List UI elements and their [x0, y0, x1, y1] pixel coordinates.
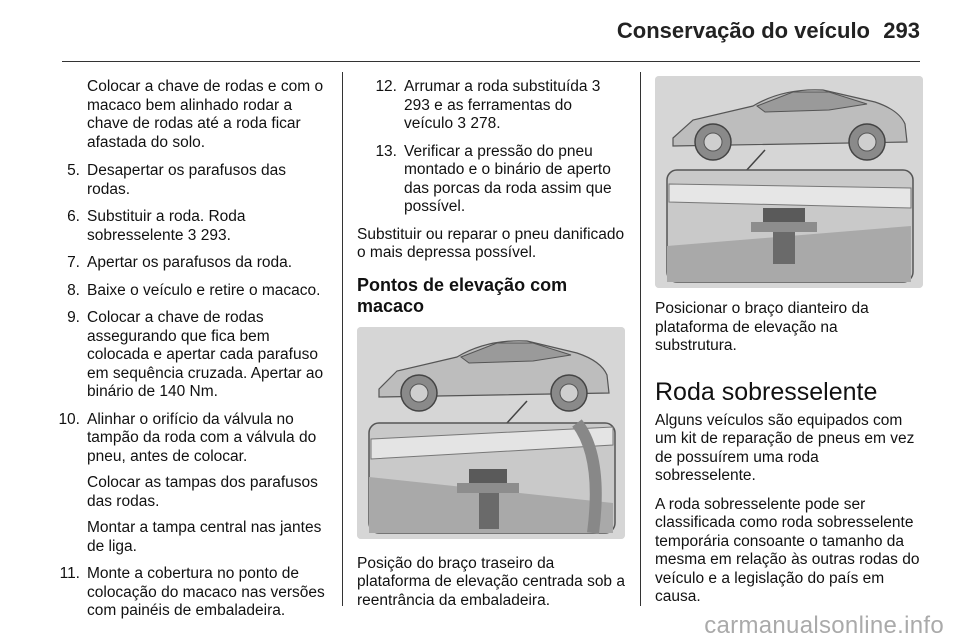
list-item: [40, 254, 330, 273]
step-number: 11.: [59, 565, 80, 582]
rear-lift-caption: Posição do braço traseiro da plataforma de elevação centrada sob a reentrância da embaladeira.: [357, 554, 625, 609]
step-number: 12.: [375, 78, 397, 95]
step-number: 7.: [67, 254, 80, 271]
step-paragraph: Apertar os parafusos da roda.: [87, 254, 293, 271]
page-number: 293: [883, 18, 920, 43]
step-paragraph: Montar a tampa central nas jantes de liga.: [87, 519, 322, 555]
page-header: [0, 0, 960, 60]
spare-wheel-paragraph-2: A roda sobresselente pode ser classificada como roda sobresselente temporária consoante o tamanho da mesma em relação às outras rodas do veículo e a legislação do país em causa.: [655, 495, 920, 605]
step-paragraph: Alinhar o orifício da válvula no tampão da roda com a válvula do pneu, antes de colocar.: [87, 410, 317, 465]
column-divider-left: [342, 72, 343, 606]
step-text: [87, 162, 330, 199]
step-paragraph: Colocar as tampas dos parafusos das rodas.: [87, 474, 318, 510]
column-middle: [357, 78, 625, 620]
step-number: 13.: [375, 142, 397, 160]
step-number: 10.: [58, 410, 80, 428]
intro-paragraph: Colocar a chave de rodas e com o macaco bem alinhado rodar a chave de rodas até a roda ficar afastada do solo.: [87, 78, 324, 151]
steps-list: [40, 162, 330, 621]
step-number: 8.: [67, 281, 80, 299]
step-text: [404, 143, 625, 217]
rear-lift-point-illustration: [357, 327, 625, 539]
step-text: [87, 254, 330, 273]
header-divider: [62, 61, 920, 62]
car-lift-front-icon: [655, 76, 923, 288]
step-paragraph: Substituir a roda. Roda sobresselente 3 293.: [87, 208, 246, 244]
step-text: [87, 309, 330, 402]
step-number: 5.: [67, 162, 80, 179]
subsection-heading: Pontos de elevação com macaco: [357, 274, 568, 316]
list-item: [40, 309, 330, 402]
front-lift-point-illustration: [655, 76, 923, 288]
steps-list-continued: [357, 78, 625, 217]
step-paragraph: Colocar a chave de rodas assegurando que fica bem colocada e apertar cada parafuso em sequência cruzada. Apertar ao binário de 140 Nm.: [87, 309, 324, 400]
front-lift-caption: Posicionar o braço dianteiro da plataforma de elevação na substrutura.: [655, 300, 869, 354]
spare-wheel-paragraph-1: Alguns veículos são equipados com um kit de reparação de pneus em vez de possuírem uma roda sobresselente.: [655, 411, 915, 484]
step-text: [404, 78, 625, 134]
step-paragraph: Monte a cobertura no ponto de colocação do macaco nas versões com painéis de embaladeira.: [87, 565, 325, 619]
car-lift-rear-icon: [357, 327, 625, 539]
list-item: [40, 208, 330, 245]
list-item: [40, 282, 330, 301]
column-divider-right: [640, 72, 641, 606]
step-text: [87, 565, 330, 621]
note-paragraph: Substituir ou reparar o pneu danificado o mais depressa possível.: [357, 225, 625, 261]
step-text: [87, 282, 330, 301]
list-item: [40, 162, 330, 199]
step-paragraph: Verificar a pressão do pneu montado e o binário de aperto das porcas da roda assim que possível.: [404, 142, 612, 215]
step-paragraph: Desapertar os parafusos das rodas.: [87, 162, 287, 198]
list-item: [357, 143, 625, 217]
page-title: Conservação do veículo: [616, 18, 870, 43]
step-paragraph: Baixe o veículo e retire o macaco.: [87, 281, 321, 299]
watermark: carmanualsonline.info: [704, 612, 944, 639]
step-text: [87, 411, 330, 557]
list-item: [357, 78, 625, 134]
step-text: [87, 208, 330, 245]
section-heading: Roda sobresselente: [655, 377, 878, 406]
column-right: [655, 300, 923, 617]
list-item: [40, 411, 330, 557]
column-left: [40, 78, 330, 630]
step-number: 9.: [67, 309, 80, 326]
step-number: 6.: [67, 208, 80, 225]
list-item: [40, 565, 330, 621]
step-paragraph: Arrumar a roda substituída 3 293 e as ferramentas do veículo 3 278.: [404, 78, 601, 132]
